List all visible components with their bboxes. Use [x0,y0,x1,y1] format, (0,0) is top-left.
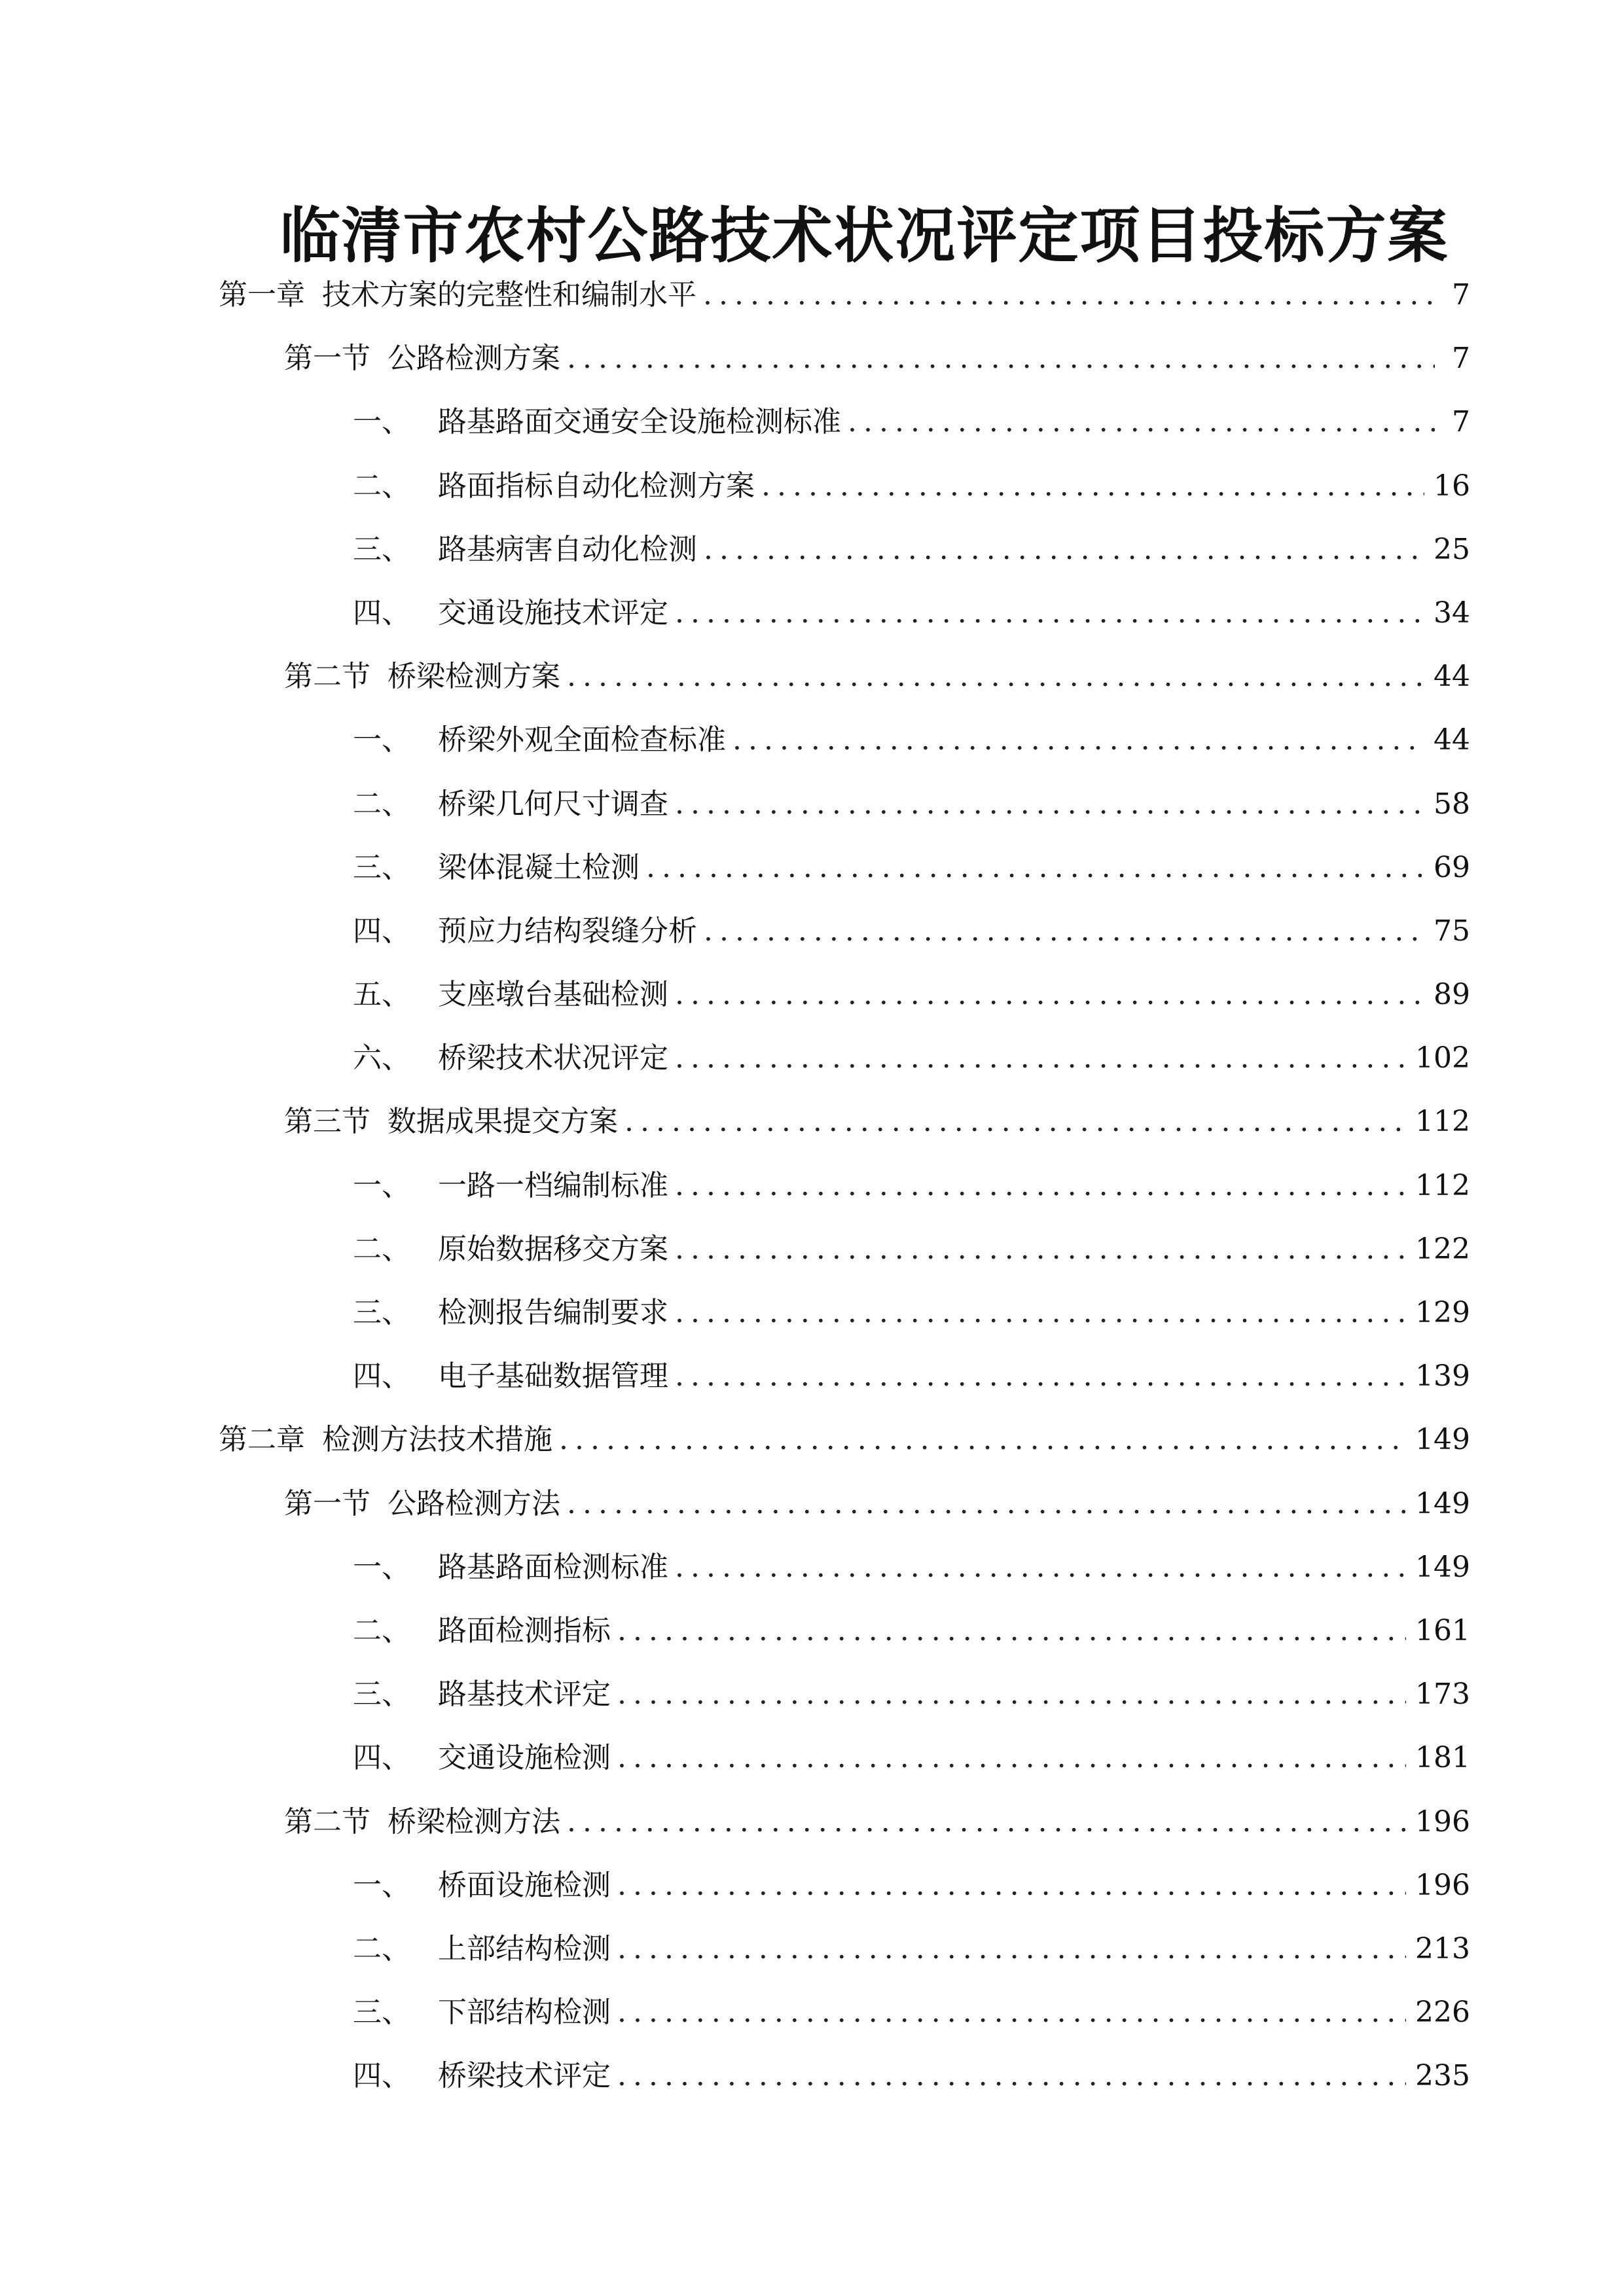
toc-page-number: 149 [1415,1550,1470,1584]
toc-dot-leader [617,2044,1406,2108]
toc-entry-title: 电子基础数据管理 [438,1359,668,1393]
toc-entry[interactable] [219,963,1470,1026]
table-of-contents [219,263,1470,2108]
toc-page-number: 149 [1415,1423,1470,1457]
toc-page-number: 75 [1434,914,1470,948]
toc-dot-leader [675,1535,1406,1599]
toc-entry-number: 四、 [353,1359,410,1393]
toc-entry[interactable] [219,2044,1470,2108]
toc-entry-title: 路基病害自动化检测 [438,532,697,566]
toc-entry-number: 六、 [353,1041,410,1075]
toc-entry[interactable] [219,327,1470,390]
toc-page-number: 139 [1415,1359,1470,1393]
toc-dot-leader [675,963,1424,1026]
toc-dot-leader [732,708,1424,772]
toc-entry-title: 桥面设施检测 [438,1868,611,1902]
toc-dot-leader [675,1154,1406,1217]
toc-entry-title: 一路一档编制标准 [438,1168,668,1202]
toc-entry-number: 第一节 [284,1486,370,1520]
toc-entry-number: 三、 [353,1296,410,1329]
toc-page-number: 89 [1434,978,1470,1012]
toc-entry-number: 一、 [353,1868,410,1902]
toc-entry[interactable] [219,581,1470,645]
toc-entry-title: 桥梁外观全面检查标准 [438,723,726,757]
toc-page-number: 25 [1434,532,1470,566]
toc-entry[interactable] [219,1726,1470,1789]
toc-entry[interactable] [219,1854,1470,1917]
toc-entry-title: 桥梁几何尺寸调查 [438,787,668,821]
toc-entry-number: 三、 [353,1677,410,1712]
toc-page-number: 196 [1415,1804,1470,1839]
toc-page-number: 112 [1415,1105,1470,1139]
toc-dot-leader [675,1217,1406,1281]
toc-page-number: 44 [1434,723,1470,757]
toc-entry[interactable] [219,1154,1470,1217]
toc-entry-title: 技术方案的完整性和编制水平 [322,278,696,312]
toc-entry-number: 一、 [353,405,410,439]
toc-entry[interactable] [219,1408,1470,1471]
toc-entry-number: 二、 [353,469,410,503]
toc-dot-leader [675,772,1424,836]
toc-entry-title: 交通设施检测 [438,1741,611,1775]
toc-entry[interactable] [219,390,1470,454]
toc-entry[interactable] [219,518,1470,581]
toc-dot-leader [567,645,1424,708]
toc-entry[interactable] [219,772,1470,836]
toc-entry-number: 第二节 [284,1804,370,1839]
toc-entry-number: 第二节 [284,660,370,694]
toc-dot-leader [704,518,1424,581]
toc-dot-leader [567,327,1435,390]
toc-entry-number: 第一章 [219,278,305,312]
toc-entry-title: 路基路面交通安全设施检测标准 [438,405,841,439]
toc-dot-leader [624,1090,1406,1153]
toc-entry[interactable] [219,1535,1470,1599]
toc-page-number: 44 [1434,660,1470,694]
toc-page-number: 235 [1415,2059,1470,2093]
toc-entry-number: 一、 [353,723,410,757]
toc-entry-title: 路面指标自动化检测方案 [438,469,755,503]
toc-dot-leader [617,1599,1406,1662]
toc-entry-title: 检测方法技术措施 [322,1423,552,1457]
toc-entry[interactable] [219,1917,1470,1981]
toc-entry[interactable] [219,899,1470,963]
toc-entry-title: 路基技术评定 [438,1677,611,1712]
toc-entry-title: 支座墩台基础检测 [438,978,668,1012]
toc-page-number: 122 [1415,1232,1470,1266]
toc-page-number: 213 [1415,1931,1470,1965]
toc-page-number: 181 [1415,1741,1470,1775]
toc-page-number: 173 [1415,1677,1470,1712]
toc-entry-title: 梁体混凝土检测 [438,850,640,884]
toc-page-number: 16 [1434,469,1470,503]
toc-entry-number: 五、 [353,978,410,1012]
toc-dot-leader [646,836,1424,899]
toc-dot-leader [703,263,1435,327]
toc-dot-leader [675,1344,1406,1408]
toc-entry-number: 二、 [353,1931,410,1965]
toc-page-number: 102 [1415,1041,1470,1075]
toc-entry[interactable] [219,1599,1470,1662]
toc-entry-number: 二、 [353,787,410,821]
toc-dot-leader [761,454,1424,518]
toc-dot-leader [567,1472,1406,1535]
toc-dot-leader [675,1026,1406,1090]
toc-entry[interactable] [219,1981,1470,2044]
toc-entry[interactable] [219,1026,1470,1090]
toc-entry-title: 桥梁检测方法 [388,1804,560,1839]
toc-entry-number: 四、 [353,1741,410,1775]
toc-dot-leader [617,1917,1406,1981]
toc-entry-number: 二、 [353,1613,410,1647]
toc-page-number: 129 [1415,1296,1470,1329]
toc-entry[interactable] [219,645,1470,708]
toc-page-number: 196 [1415,1868,1470,1902]
toc-page-number: 7 [1452,278,1470,312]
toc-entry-number: 一、 [353,1168,410,1202]
toc-page-number: 69 [1434,850,1470,884]
toc-entry-number: 三、 [353,532,410,566]
toc-entry-number: 四、 [353,2059,410,2093]
toc-entry[interactable] [219,1662,1470,1726]
toc-entry-title: 桥梁技术状况评定 [438,1041,668,1075]
toc-dot-leader [617,1726,1406,1789]
toc-entry[interactable] [219,1090,1470,1153]
toc-entry-number: 二、 [353,1232,410,1266]
toc-entry-number: 三、 [353,850,410,884]
toc-entry[interactable] [219,1472,1470,1535]
toc-page-number: 161 [1415,1613,1470,1647]
toc-entry-title: 检测报告编制要求 [438,1296,668,1329]
toc-dot-leader [617,1854,1406,1917]
toc-dot-leader [617,1662,1406,1726]
toc-entry-title: 交通设施技术评定 [438,596,668,630]
toc-entry[interactable] [219,454,1470,518]
toc-entry-number: 四、 [353,596,410,630]
toc-entry-number: 第一节 [284,342,370,376]
toc-dot-leader [848,390,1435,454]
toc-dot-leader [675,1281,1406,1344]
toc-page-number: 226 [1415,1996,1470,2030]
toc-entry-title: 公路检测方案 [388,342,560,376]
toc-dot-leader [617,1981,1406,2044]
toc-dot-leader [704,899,1424,963]
toc-page-number: 7 [1452,405,1470,439]
document-title: 临清市农村公路技术状况评定项目投标方案 [280,200,1449,271]
toc-entry-title: 数据成果提交方案 [388,1105,618,1139]
toc-entry-title: 原始数据移交方案 [438,1232,668,1266]
toc-dot-leader [567,1790,1406,1854]
toc-page-number: 7 [1452,342,1470,376]
toc-entry-title: 上部结构检测 [438,1931,611,1965]
toc-entry[interactable] [219,836,1470,899]
toc-entry-number: 四、 [353,914,410,948]
toc-entry[interactable] [219,1790,1470,1854]
toc-dot-leader [559,1408,1406,1471]
toc-page-number: 34 [1434,596,1470,630]
toc-page-number: 149 [1415,1486,1470,1520]
toc-entry-number: 第二章 [219,1423,305,1457]
toc-entry[interactable] [219,708,1470,772]
toc-entry-title: 桥梁技术评定 [438,2059,611,2093]
toc-entry[interactable] [219,1281,1470,1344]
toc-entry-title: 桥梁检测方案 [388,660,560,694]
toc-entry[interactable] [219,263,1470,327]
toc-entry-title: 路面检测指标 [438,1613,611,1647]
toc-page-number: 112 [1415,1168,1470,1202]
toc-entry-title: 预应力结构裂缝分析 [438,914,697,948]
toc-entry-title: 公路检测方法 [388,1486,560,1520]
toc-entry[interactable] [219,1344,1470,1408]
toc-dot-leader [675,581,1424,645]
toc-entry-number: 第三节 [284,1105,370,1139]
toc-page-number: 58 [1434,787,1470,821]
toc-entry[interactable] [219,1217,1470,1281]
toc-entry-title: 路基路面检测标准 [438,1550,668,1584]
toc-entry-title: 下部结构检测 [438,1996,611,2030]
toc-entry-number: 三、 [353,1996,410,2030]
toc-entry-number: 一、 [353,1550,410,1584]
